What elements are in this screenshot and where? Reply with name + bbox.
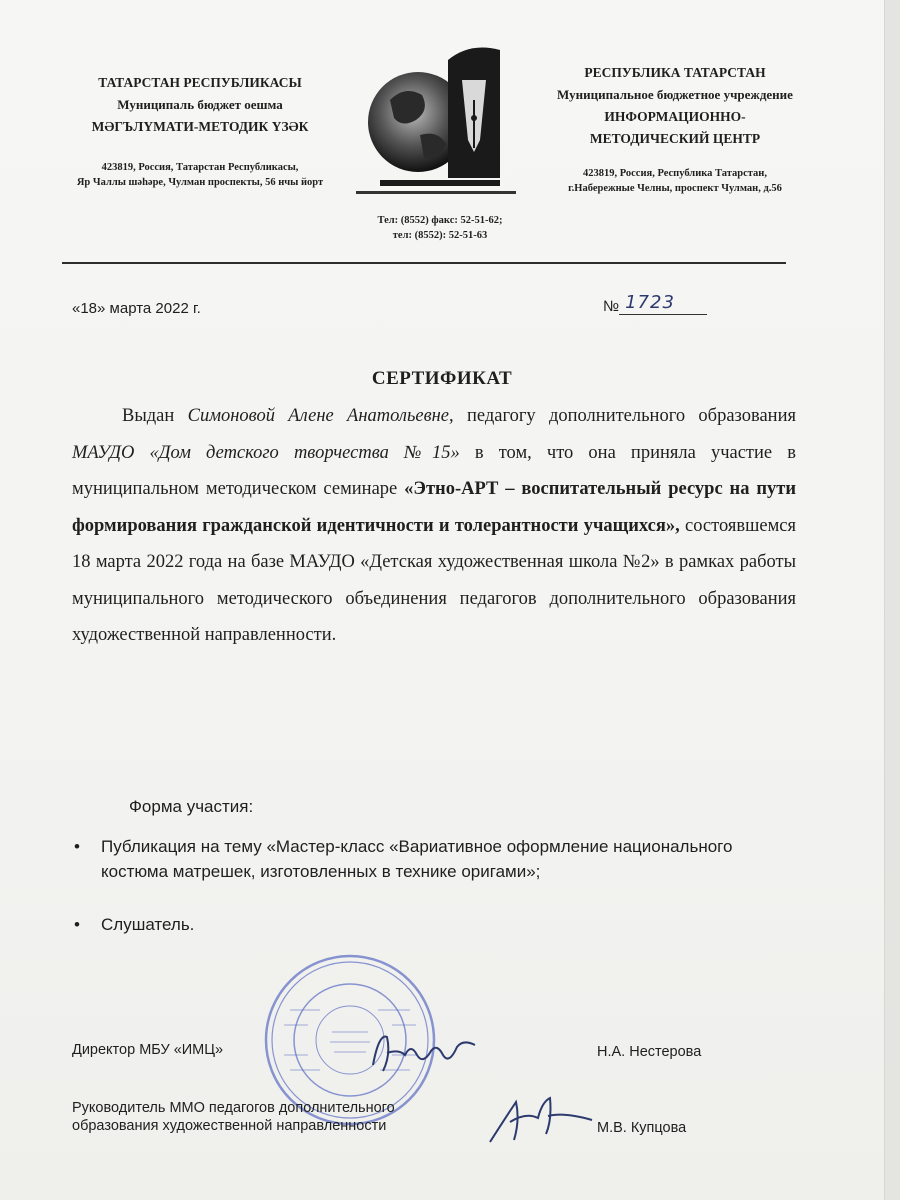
body-p2: , педагогу дополнительного образования — [449, 406, 796, 426]
header-right-line3: ИНФОРМАЦИОННО- — [604, 109, 746, 124]
head-role-line1: Руководитель ММО педагогов дополнительного — [72, 1100, 395, 1116]
body-p3: в том, что она приняла участие в муниципальном методическом семинаре — [72, 442, 796, 499]
body-p1: Выдан — [122, 406, 188, 426]
header-left-line3: МӘГЪЛҮМАТИ-МЕТОДИК ҮЗӘК — [91, 119, 309, 134]
list-item-text: Слушатель. — [101, 915, 195, 934]
head-role — [72, 1099, 395, 1135]
head-signature-icon — [480, 1090, 595, 1150]
header-left-addr2: Яр Чаллы шәһәре, Чулман проспекты, 56 нчы йорт — [76, 177, 324, 188]
list-item — [72, 834, 796, 884]
header-left — [55, 72, 345, 190]
header-right-line1: РЕСПУБЛИКА ТАТАРСТАН — [584, 65, 766, 80]
logo-underline — [356, 191, 516, 194]
director-role: Директор МБУ «ИМЦ» — [72, 1042, 224, 1058]
director-signature-icon — [365, 1025, 480, 1080]
director-name: Н.А. Нестерова — [597, 1044, 702, 1060]
head-role-line2: образования художественной направленности — [72, 1118, 387, 1134]
bullet-icon: • — [74, 837, 80, 856]
header-tel2: тел: (8552): 52-51-63 — [392, 230, 488, 241]
page-edge — [884, 0, 900, 1200]
header-right-addr2: г.Набережные Челны, проспект Чулман, д.56 — [568, 183, 782, 194]
number-label: № — [603, 298, 620, 315]
participation-list — [72, 834, 796, 965]
certificate-title: СЕРТИФИКАТ — [371, 368, 513, 389]
body-p4: состоявшемся 18 марта 2022 года на базе МАУДО «Детская художественная школа №2» в рамках работы муниципального методического объединения педагогов дополнительного образования художественной направленности. — [72, 515, 796, 645]
header-phones — [345, 213, 535, 243]
header-left-line1: ТАТАРСТАН РЕСПУБЛИКАСЫ — [98, 75, 302, 90]
header-right — [525, 62, 825, 196]
head-name: М.В. Купцова — [597, 1120, 687, 1136]
header-tel1: Тел: (8552) факс: 52-51-62; — [377, 215, 503, 226]
header-right-address — [525, 166, 825, 196]
recipient-organization: МАУДО «Дом детского творчества №15» — [72, 442, 460, 463]
header-left-line2: Муниципаль бюджет оешма — [117, 97, 283, 112]
list-item-text: Публикация на тему «Мастер-класс «Вариативное оформление национального костюма матрешек, изготовленных в технике оригами»; — [101, 837, 733, 881]
number-value: 1723 — [625, 292, 675, 313]
header-left-address — [55, 160, 345, 190]
header-divider — [62, 262, 786, 264]
document-number — [603, 292, 707, 315]
document-date: «18» марта 2022 г. — [72, 300, 201, 317]
header-right-line2: Муниципальное бюджетное учреждение — [557, 87, 793, 102]
list-item — [72, 912, 796, 937]
recipient-name: Симоновой Алене Анатольевне — [187, 406, 450, 426]
imc-logo-icon — [350, 40, 520, 200]
header-left-addr1: 423819, Россия, Татарстан Республикасы, — [101, 162, 299, 173]
bullet-icon: • — [74, 915, 80, 934]
participation-form-label: Форма участия: — [129, 797, 254, 816]
certificate-body — [72, 398, 796, 654]
number-line — [619, 292, 707, 315]
header-right-addr1: 423819, Россия, Республика Татарстан, — [582, 168, 767, 179]
header-right-line4: МЕТОДИЧЕСКИЙ ЦЕНТР — [589, 131, 761, 146]
seminar-title: «Этно-АРТ – воспитательный ресурс на пути формирования гражданской идентичности и толерантности учащихся», — [72, 479, 797, 536]
